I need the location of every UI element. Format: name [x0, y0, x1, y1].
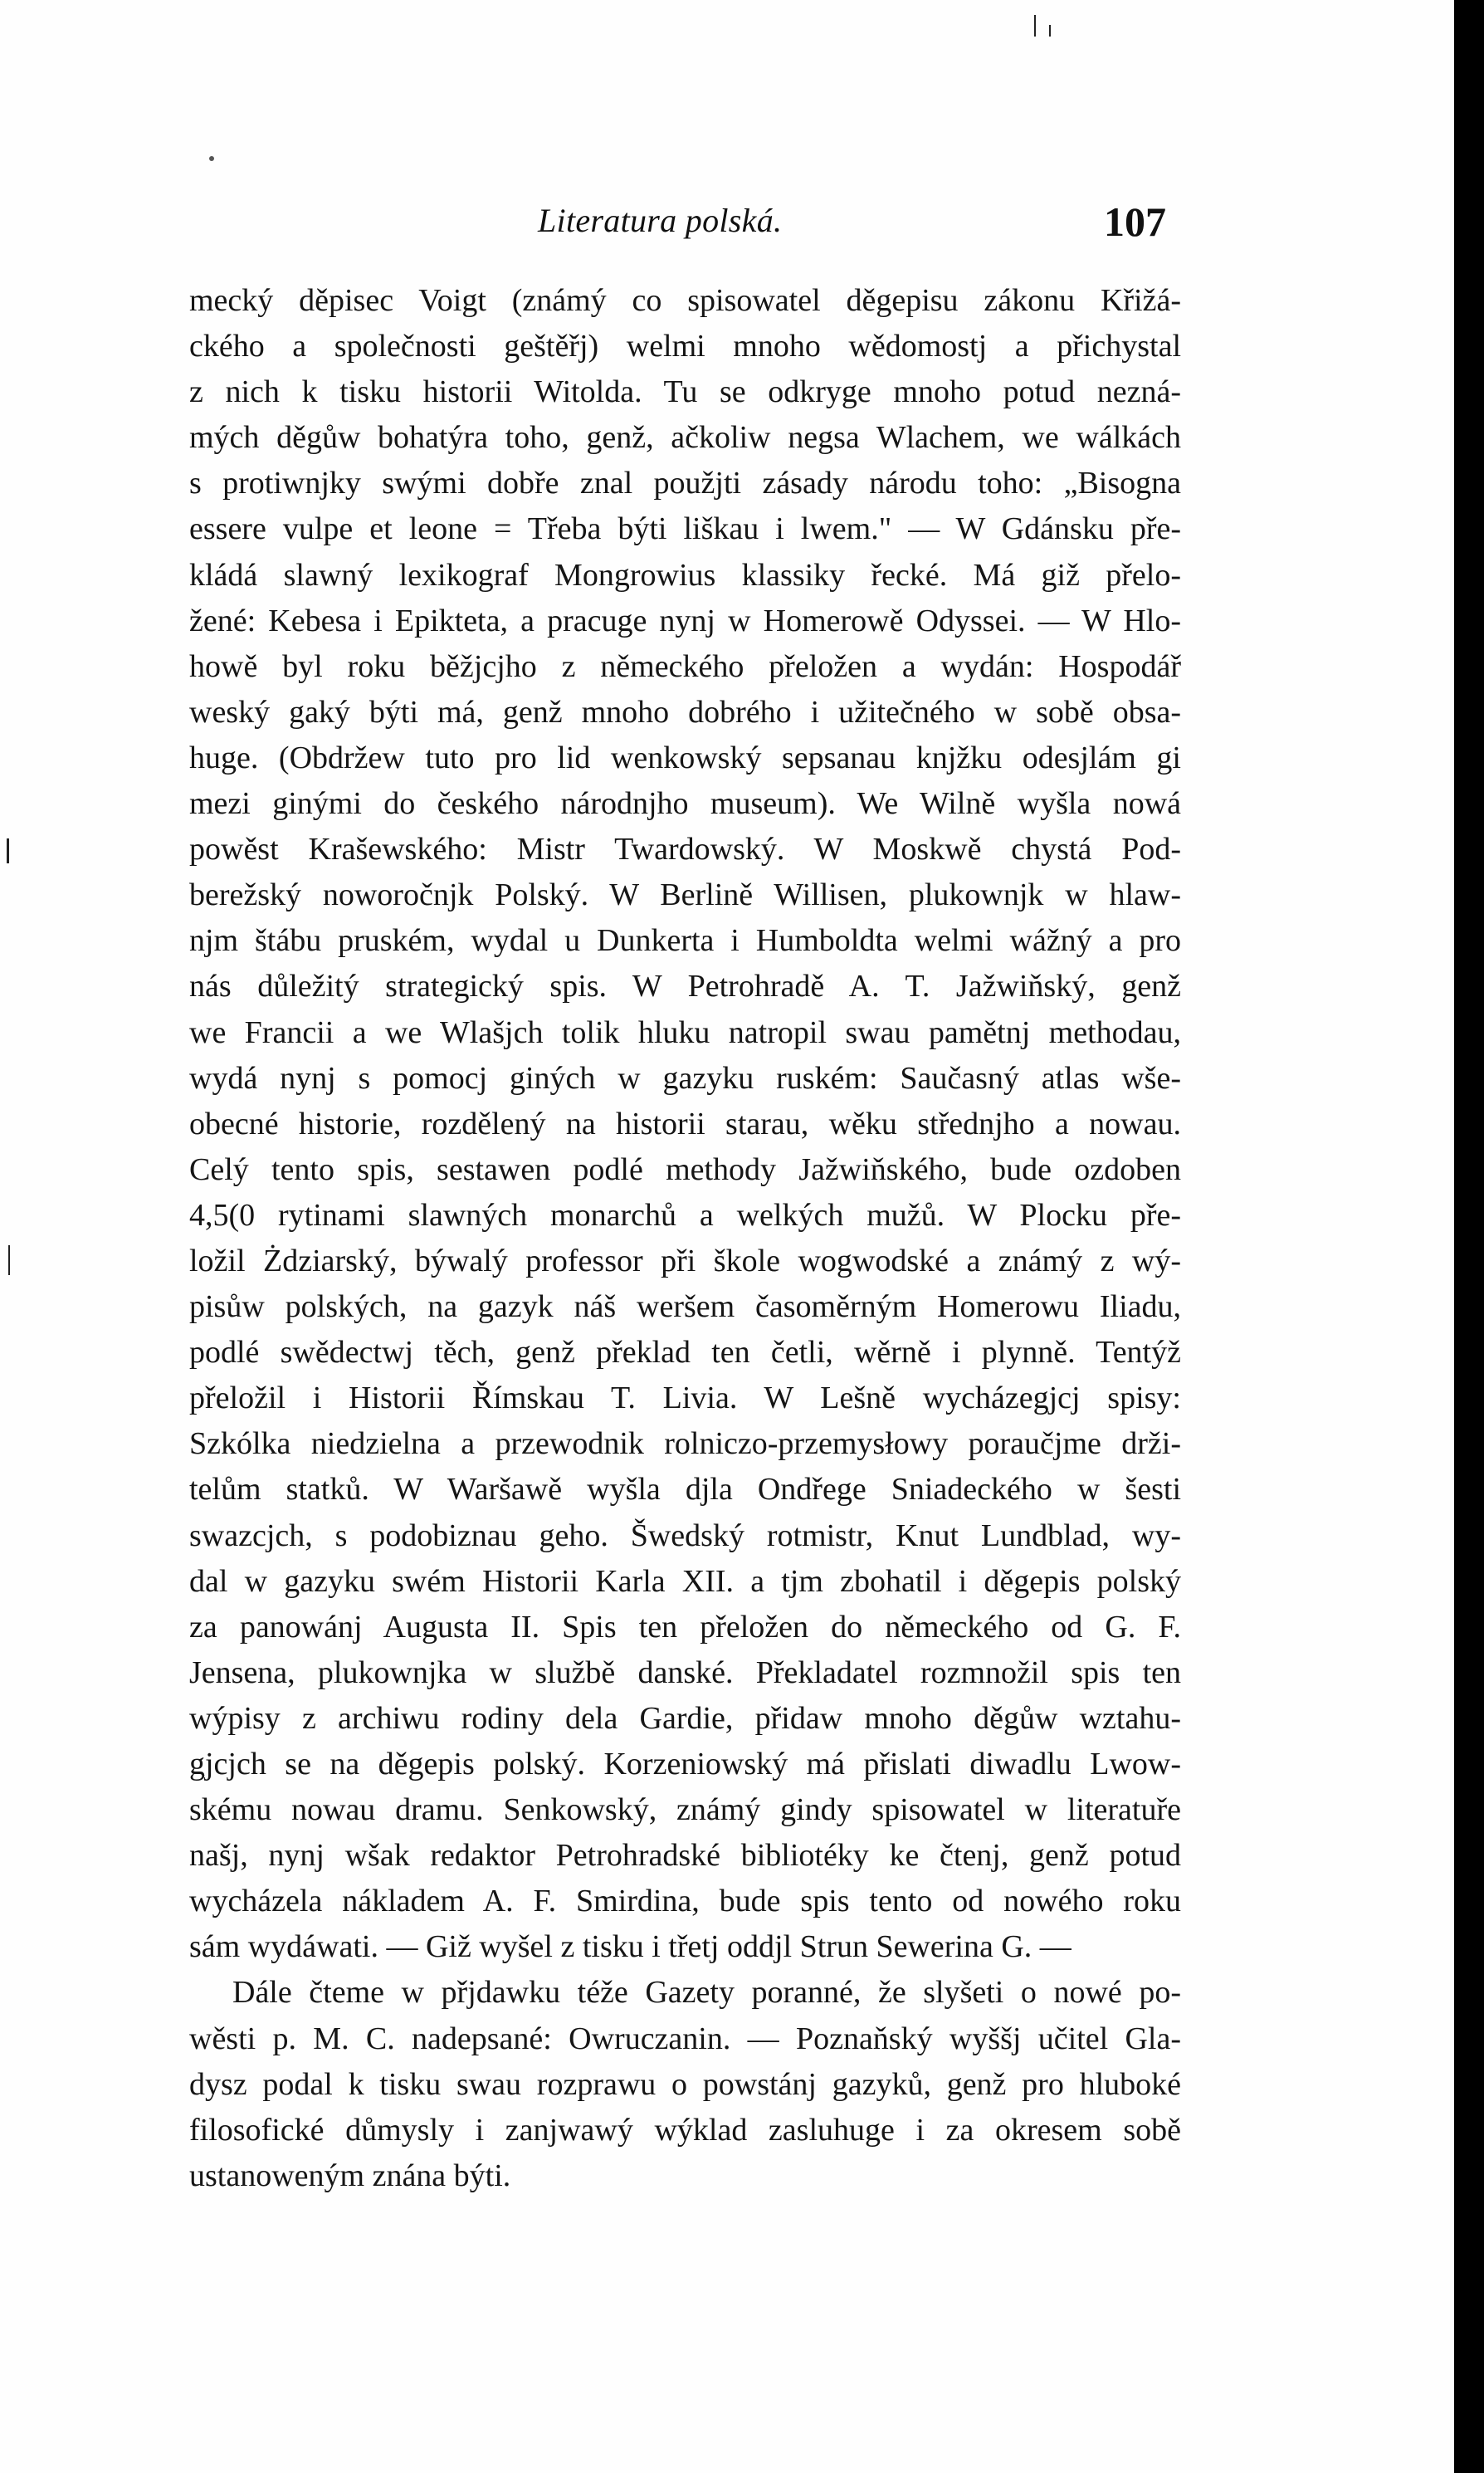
text-line: mezi ginými do českého národnjho museum). We Wilně wyšla nowá	[189, 786, 1181, 822]
text-line: nás důležitý strategický spis. W Petrohradě A. T. Jažwiňský, genž	[189, 969, 1181, 1004]
text-line: ložil Żdziarský, býwalý professor při škole wogwodské a známý z wý-	[189, 1243, 1181, 1278]
page-number: 107	[1104, 198, 1166, 245]
text-line: we Francii a we Wlašjch tolik hluku natropil swau pamětnj methodau,	[189, 1014, 1181, 1050]
text-line: obecné historie, rozdělený na historii starau, wěku střednjho a nowau.	[189, 1106, 1181, 1141]
text-line: za panowánj Augusta II. Spis ten přeložen do německého od G. F.	[189, 1609, 1181, 1645]
text-line: pisůw polských, na gazyk náš weršem časoměrným Homerowu Iliadu,	[189, 1289, 1181, 1325]
text-line: mecký děpisec Voigt (známý co spisowatel děgepisu zákonu Křižá-	[189, 283, 1181, 318]
text-line: Jensena, plukownjka w službě danské. Překladatel rozmnožil spis ten	[189, 1654, 1181, 1690]
text-line: gjcjch se na děgepis polský. Korzeniowský má přislati diwadlu Lwow-	[189, 1747, 1181, 1781]
text-line: weský gaký býti má, genž mnoho dobrého i užitečného w sobě obsa-	[189, 694, 1181, 730]
text-line: dal w gazyku swém Historii Karla XII. a tjm zbohatil i děgepis polský	[189, 1563, 1181, 1599]
text-line: wydá nynj s pomocj giných w gazyku ruském: Saučasný atlas wše-	[189, 1060, 1181, 1096]
text-line: sám wydáwati. — Giž wyšel z tisku i třetj oddjl Strun Sewerina G. —	[189, 1929, 1072, 1965]
margin-mark	[1049, 25, 1051, 37]
text-line: z nich k tisku historii Witolda. Tu se odkryge mnoho potud nezná-	[189, 374, 1181, 410]
text-line: wýpisy z archiwu rodiny dela Gardie, přidaw mnoho děgůw wztahu-	[189, 1700, 1181, 1736]
text-line: mých děgůw bohatýra toho, genž, ačkoliw negsa Wlachem, we wálkách	[189, 420, 1181, 456]
text-line: dysz podal k tisku swau rozprawu o powstánj gazyků, genž pro hluboké	[189, 2066, 1181, 2102]
text-line: telům statků. W Waršawě wyšla djla Ondřege Sniadeckého w šesti	[189, 1472, 1181, 1508]
text-line: wycházela nákladem A. F. Smirdina, bude spis tento od nowého roku	[189, 1884, 1181, 1919]
running-header	[0, 198, 1454, 256]
text-line: berežský noworočnjk Polský. W Berlině Willisen, plukownjk w hlaw-	[189, 877, 1181, 913]
text-line: skému nowau dramu. Senkowský, známý gindy spisowatel w literatuře	[189, 1792, 1181, 1828]
dust-speck	[209, 156, 214, 161]
text-line: Celý tento spis, sestawen podlé methody Jažwiňského, bude ozdoben	[189, 1151, 1181, 1187]
text-line: s protiwnjky swými dobře znal použjti zásady národu toho: „Bisogna	[189, 466, 1181, 501]
text-line: filosofické důmysly i zanjwawý wýklad zasluhuge i za okresem sobě	[189, 2112, 1181, 2148]
margin-mark	[1034, 15, 1036, 37]
text-line: 4,5(0 rytinami slawných monarchů a welkých mužů. W Plocku pře-	[189, 1197, 1181, 1233]
margin-mark	[8, 1245, 10, 1275]
text-line: našj, nynj wšak redaktor Petrohradské bibliotéky ke čtenj, genž potud	[189, 1838, 1181, 1874]
text-line: ustanoweným znána býti.	[189, 2158, 511, 2193]
text-line: Dále čteme w přjdawku téže Gazety poranné, že slyšeti o nowé po-	[232, 1975, 1181, 2011]
text-line: njm štábu pruském, wydal u Dunkerta i Humboldta welmi wážný a pro	[189, 923, 1181, 959]
text-line: howě byl roku běžjcjho z německého přeložen a wydán: Hospodář	[189, 648, 1181, 684]
text-line: Szkólka niedzielna a przewodnik rolniczo-przemysłowy poraučjme drži-	[189, 1426, 1181, 1462]
text-line: přeložil i Historii Římskau T. Livia. W Lešně wycházegjcj spisy:	[189, 1381, 1181, 1416]
margin-mark	[7, 838, 9, 863]
text-line: essere vulpe et leone = Třeba býti liškau i lwem." — W Gdánsku pře-	[189, 511, 1181, 547]
text-line: huge. (Obdržew tuto pro lid wenkowský sepsanau knjžku odesjlám gi	[189, 740, 1181, 775]
text-line: wěsti p. M. C. nadepsané: Owruczanin. — Poznaňský wyššj učitel Gla-	[189, 2021, 1181, 2056]
text-line: swazcjch, s podobiznau geho. Šwedský rotmistr, Knut Lundblad, wy-	[189, 1518, 1181, 1553]
text-line: powěst Krašewského: Mistr Twardowský. W Moskwě chystá Pod-	[189, 832, 1181, 868]
running-title: Literatura polská.	[538, 202, 783, 239]
text-line: kládá slawný lexikograf Mongrowius klassiky řecké. Má giž přelo-	[189, 557, 1181, 593]
body-text	[189, 278, 1181, 2199]
text-line: podlé swědectwj těch, genž překlad ten četli, wěrně i plynně. Tentýž	[189, 1335, 1181, 1371]
text-line: ckého a společnosti geštěřj) welmi mnoho wědomostj a přichystal	[189, 329, 1181, 364]
text-line: žené: Kebesa i Epikteta, a pracuge nynj w Homerowě Odyssei. — W Hlo-	[189, 603, 1181, 638]
